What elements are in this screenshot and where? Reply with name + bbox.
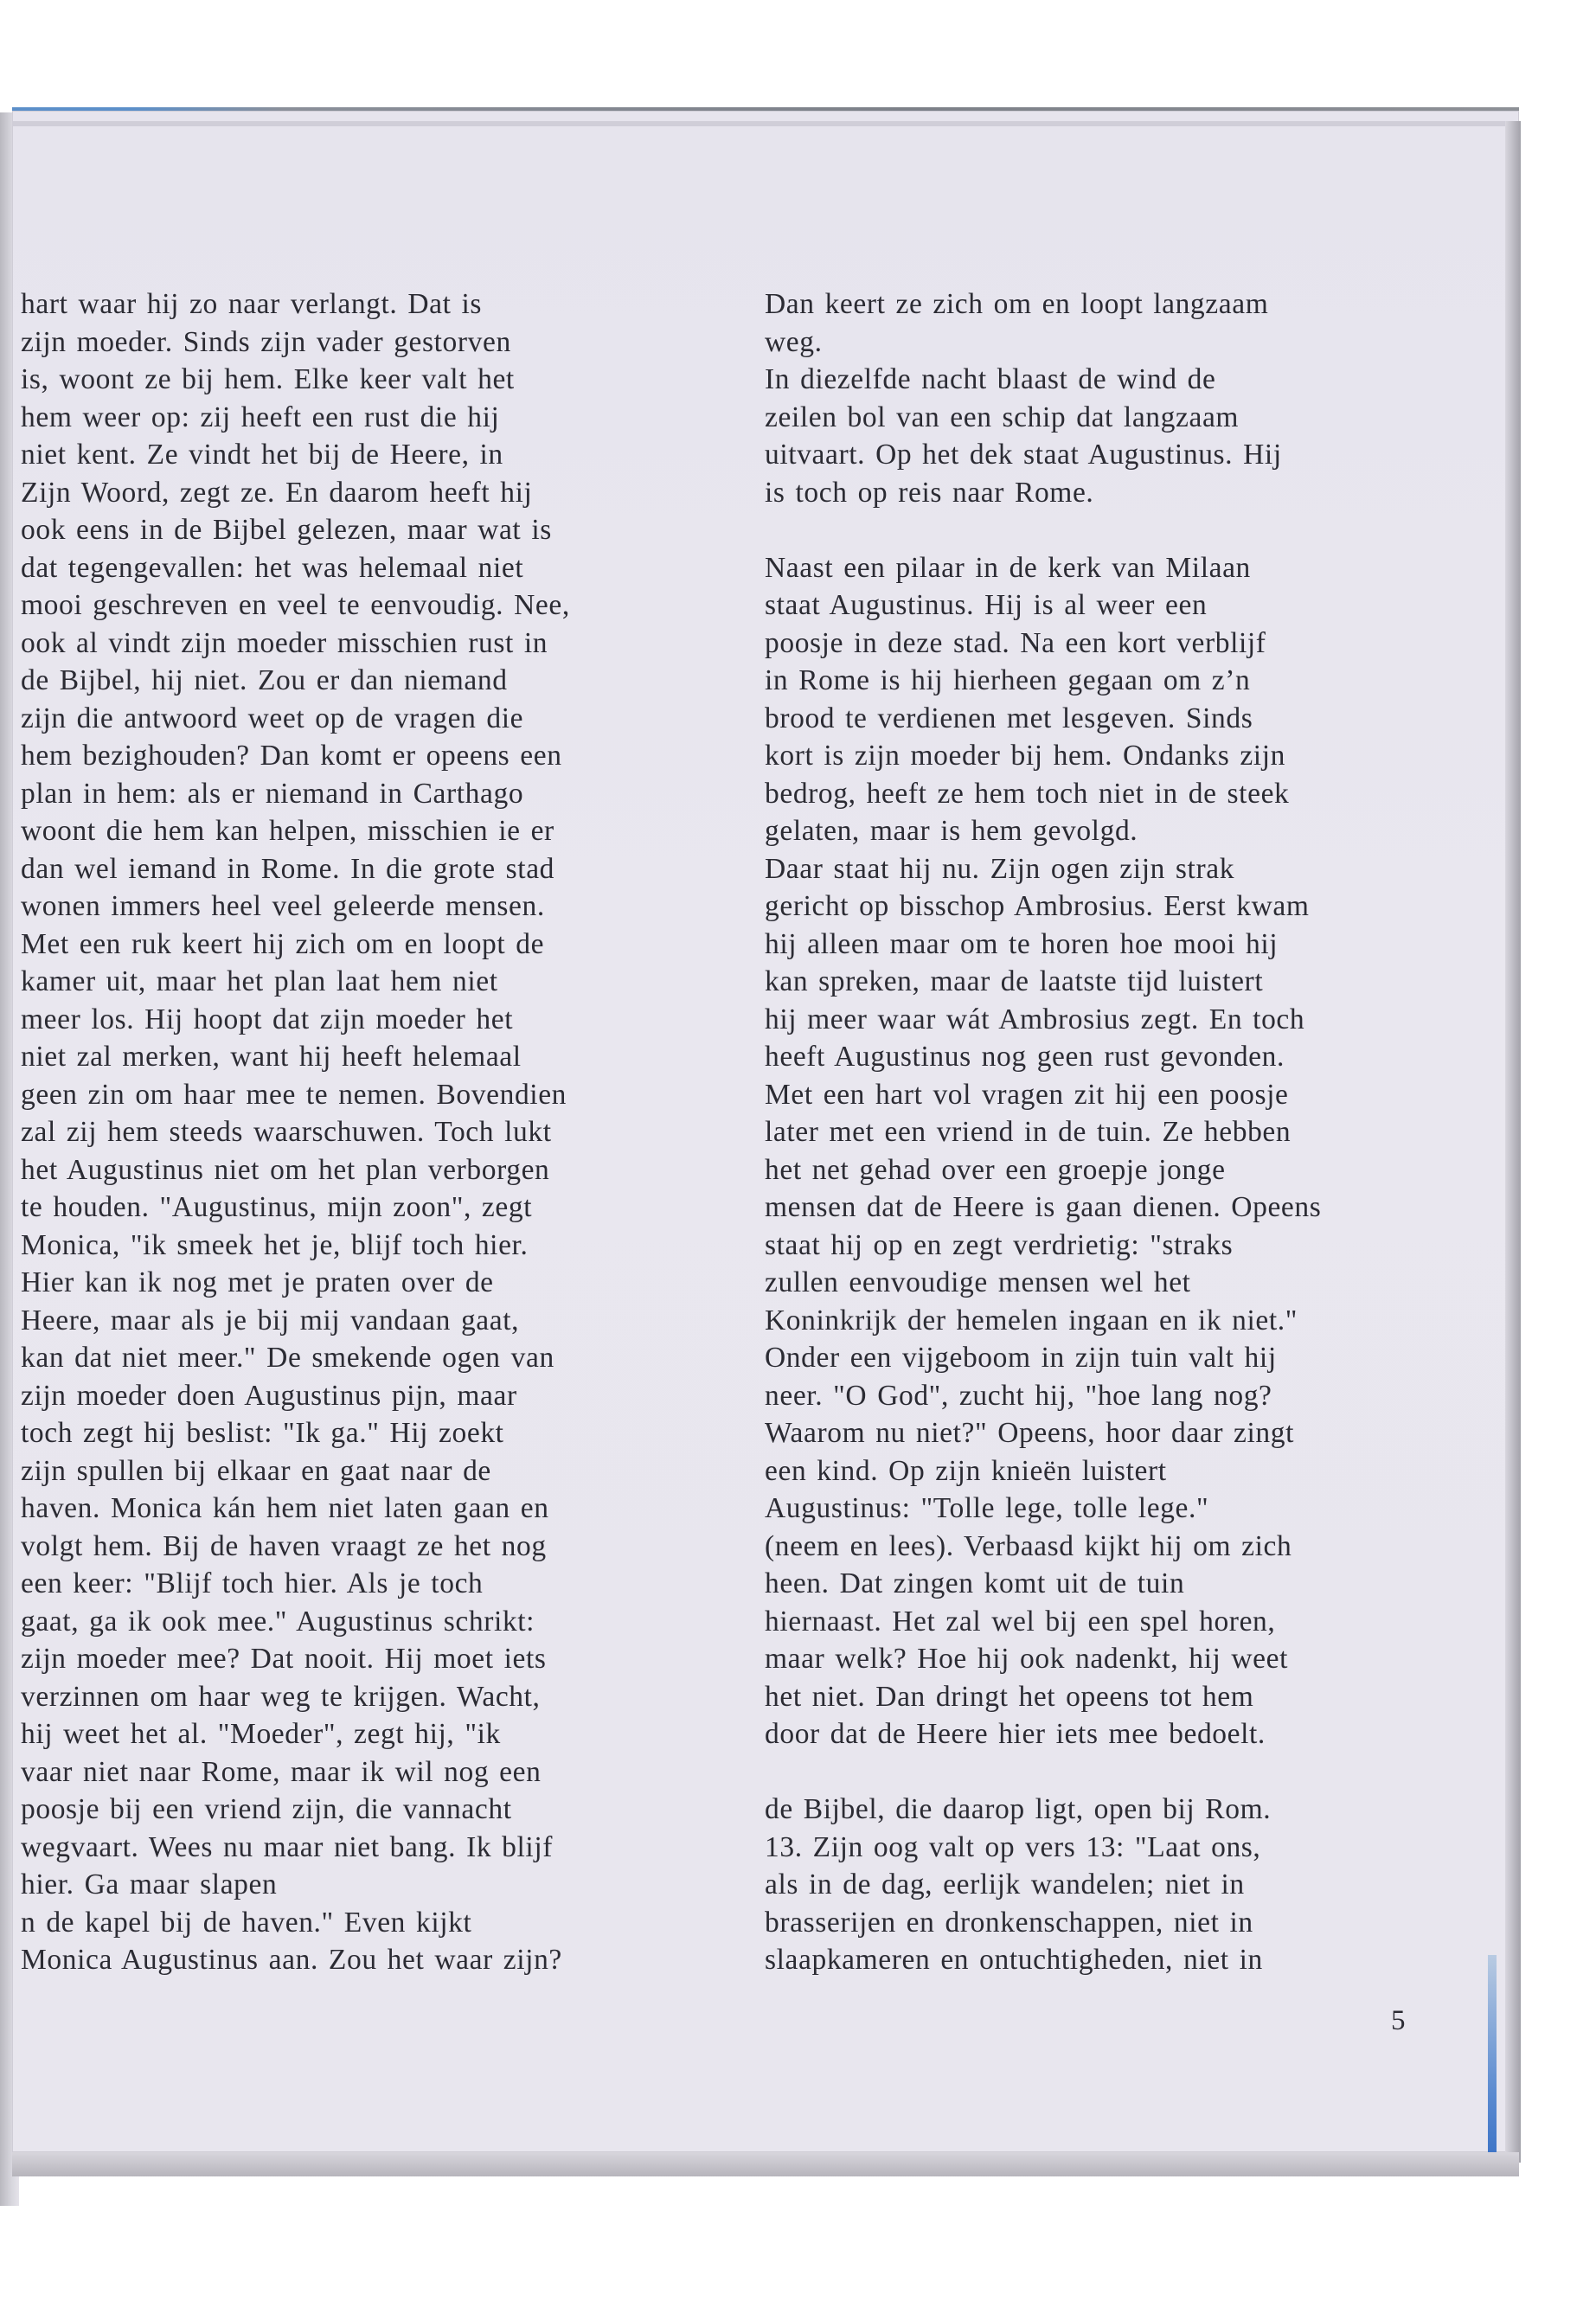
text-line: Met een hart vol vragen zit hij een poosje xyxy=(765,1078,1289,1111)
text-line: wonen immers heel veel geleerde mensen. xyxy=(21,890,545,922)
text-line: hiernaast. Het zal wel bij een spel horen, xyxy=(765,1605,1276,1638)
paragraph-gap xyxy=(765,511,1457,549)
text-line: later met een vriend in de tuin. Ze hebben xyxy=(765,1116,1292,1148)
text-line: een keer: "Blijf toch hier. Als je toch xyxy=(21,1567,484,1599)
text-line: het Augustinus niet om het plan verborgen xyxy=(21,1153,550,1186)
text-line: uitvaart. Op het dek staat Augustinus. Hij xyxy=(765,439,1282,471)
cover-blue-edge xyxy=(1488,1955,1497,2154)
text-line: zal zij hem steeds waarschuwen. Toch lukt xyxy=(21,1116,552,1148)
text-line: vaar niet naar Rome, maar ik wil nog een xyxy=(21,1755,542,1788)
text-line: mensen dat de Heere is gaan dienen. Opeens xyxy=(765,1191,1322,1223)
text-line: hart waar hij zo naar verlangt. Dat is xyxy=(21,288,483,320)
text-line: Monica, "ik smeek het je, blijf toch hier. xyxy=(21,1228,529,1261)
text-line: hij alleen maar om te horen hoe mooi hij xyxy=(765,927,1279,960)
text-line: Dan keert ze zich om en loopt langzaam xyxy=(765,288,1269,320)
text-line: als in de dag, eerlijk wandelen; niet in xyxy=(765,1868,1245,1900)
book-cover-bottom-edge xyxy=(12,2152,1519,2176)
text-line: slaapkameren en ontuchtigheden, niet in xyxy=(765,1944,1263,1976)
text-line: een kind. Op zijn knieën luistert xyxy=(765,1454,1167,1487)
text-line: hij weet het al. "Moeder", zegt hij, "ik xyxy=(21,1718,501,1750)
text-line: kan dat niet meer." De smekende ogen van xyxy=(21,1342,554,1374)
text-line: Monica Augustinus aan. Zou het waar zijn? xyxy=(21,1944,562,1976)
text-line: hier. Ga maar slapen xyxy=(21,1868,278,1900)
text-line: Naast een pilaar in de kerk van Milaan xyxy=(765,551,1251,584)
text-line: in Rome is hij hierheen gegaan om z’n xyxy=(765,664,1251,696)
text-line: zijn moeder doen Augustinus pijn, maar xyxy=(21,1379,517,1412)
text-line: hij meer waar wát Ambrosius zegt. En toch xyxy=(765,1003,1305,1035)
text-line: woont die hem kan helpen, misschien ie er xyxy=(21,815,554,847)
text-line: heen. Dat zingen komt uit de tuin xyxy=(765,1567,1185,1599)
text-line: kamer uit, maar het plan laat hem niet xyxy=(21,965,498,997)
text-line: Heere, maar als je bij mij vandaan gaat, xyxy=(21,1304,520,1336)
text-line: Met een ruk keert hij zich om en loopt de xyxy=(21,927,545,960)
text-line: (neem en lees). Verbaasd kijkt hij om zich xyxy=(765,1529,1292,1562)
text-line: het net gehad over een groepje jonge xyxy=(765,1153,1226,1186)
text-line: heeft Augustinus nog geen rust gevonden. xyxy=(765,1041,1285,1073)
text-line: gericht op bisschop Ambrosius. Eerst kwam xyxy=(765,890,1310,922)
text-line: de Bijbel, die daarop ligt, open bij Rom. xyxy=(765,1793,1272,1825)
right-text-column xyxy=(765,285,1457,1979)
text-line: Augustinus: "Tolle lege, tolle lege." xyxy=(765,1492,1209,1524)
text-line: Onder een vijgeboom in zijn tuin valt hij xyxy=(765,1342,1277,1374)
text-line: weg. xyxy=(765,325,823,358)
text-line: Hier kan ik nog met je praten over de xyxy=(21,1266,494,1298)
text-line: is, woont ze bij hem. Elke keer valt het xyxy=(21,363,515,395)
text-line: wegvaart. Wees nu maar niet bang. Ik blijf xyxy=(21,1830,553,1863)
text-line: Koninkrijk der hemelen ingaan en ik niet." xyxy=(765,1304,1298,1336)
text-line: brasserijen en dronkenschappen, niet in xyxy=(765,1906,1253,1939)
page-top-edge xyxy=(12,121,1519,126)
text-line: zijn moeder. Sinds zijn vader gestorven xyxy=(21,325,511,358)
text-line: meer los. Hij hoopt dat zijn moeder het xyxy=(21,1003,514,1035)
text-line: kort is zijn moeder bij hem. Ondanks zijn xyxy=(765,740,1285,772)
text-line: dat tegengevallen: het was helemaal niet xyxy=(21,551,524,584)
book-cover-right-edge xyxy=(1505,121,1521,2163)
text-line: Zijn Woord, zegt ze. En daarom heeft hij xyxy=(21,476,533,509)
text-line: is toch op reis naar Rome. xyxy=(765,476,1094,509)
text-line: brood te verdienen met lesgeven. Sinds xyxy=(765,702,1253,734)
text-line: bedrog, heeft ze hem toch niet in de steek xyxy=(765,777,1290,810)
text-line: dan wel iemand in Rome. In die grote stad xyxy=(21,852,555,885)
text-line: gaat, ga ik ook mee." Augustinus schrikt: xyxy=(21,1605,535,1638)
text-line: neer. "O God", zucht hij, "hoe lang nog? xyxy=(765,1379,1272,1412)
text-line: mooi geschreven en veel te eenvoudig. Nee, xyxy=(21,589,570,621)
text-line: zijn die antwoord weet op de vragen die xyxy=(21,702,524,734)
text-line: zijn spullen bij elkaar en gaat naar de xyxy=(21,1454,491,1487)
text-line: In diezelfde nacht blaast de wind de xyxy=(765,363,1216,395)
text-line: het niet. Dan dringt het opeens tot hem xyxy=(765,1680,1254,1713)
text-line: door dat de Heere hier iets mee bedoelt. xyxy=(765,1718,1266,1750)
text-line: niet kent. Ze vindt het bij de Heere, in xyxy=(21,439,503,471)
text-line: poosje in deze stad. Na een kort verblijf xyxy=(765,626,1266,659)
text-line: ook eens in de Bijbel gelezen, maar wat is xyxy=(21,514,552,546)
paragraph-gap xyxy=(765,1753,1457,1791)
text-line: Waarom nu niet?" Opeens, hoor daar zingt xyxy=(765,1417,1295,1449)
text-line: gelaten, maar is hem gevolgd. xyxy=(765,815,1138,847)
text-line: plan in hem: als er niemand in Carthago xyxy=(21,777,524,810)
text-line: n de kapel bij de haven." Even kijkt xyxy=(21,1906,472,1939)
text-line: Daar staat hij nu. Zijn ogen zijn strak xyxy=(765,852,1235,885)
text-line: verzinnen om haar weg te krijgen. Wacht, xyxy=(21,1680,541,1713)
text-line: niet zal merken, want hij heeft helemaal xyxy=(21,1041,522,1073)
text-line: geen zin om haar mee te nemen. Bovendien xyxy=(21,1078,567,1111)
text-line: haven. Monica kán hem niet laten gaan en xyxy=(21,1492,549,1524)
text-line: staat Augustinus. Hij is al weer een xyxy=(765,589,1208,621)
text-line: poosje bij een vriend zijn, die vannacht xyxy=(21,1793,512,1825)
text-line: ook al vindt zijn moeder misschien rust in xyxy=(21,626,548,659)
text-line: kan spreken, maar de laatste tijd luistert xyxy=(765,965,1264,997)
text-line: hem bezighouden? Dan komt er opeens een xyxy=(21,740,562,772)
text-line: volgt hem. Bij de haven vraagt ze het nog xyxy=(21,1529,547,1562)
text-line: zullen eenvoudige mensen wel het xyxy=(765,1266,1191,1298)
text-line: maar welk? Hoe hij ook nadenkt, hij weet xyxy=(765,1643,1289,1675)
page-number: 5 xyxy=(1391,2005,1406,2036)
text-line: toch zegt hij beslist: "Ik ga." Hij zoekt xyxy=(21,1417,504,1449)
text-line: de Bijbel, hij niet. Zou er dan niemand xyxy=(21,664,508,696)
left-text-column xyxy=(21,285,713,1979)
text-line: staat hij op en zegt verdrietig: "straks xyxy=(765,1228,1234,1261)
text-line: 13. Zijn oog valt op vers 13: "Laat ons, xyxy=(765,1830,1261,1863)
text-line: te houden. "Augustinus, mijn zoon", zegt xyxy=(21,1191,533,1223)
text-line: hem weer op: zij heeft een rust die hij xyxy=(21,401,500,433)
text-line: zeilen bol van een schip dat langzaam xyxy=(765,401,1240,433)
text-line: zijn moeder mee? Dat nooit. Hij moet iets xyxy=(21,1643,547,1675)
